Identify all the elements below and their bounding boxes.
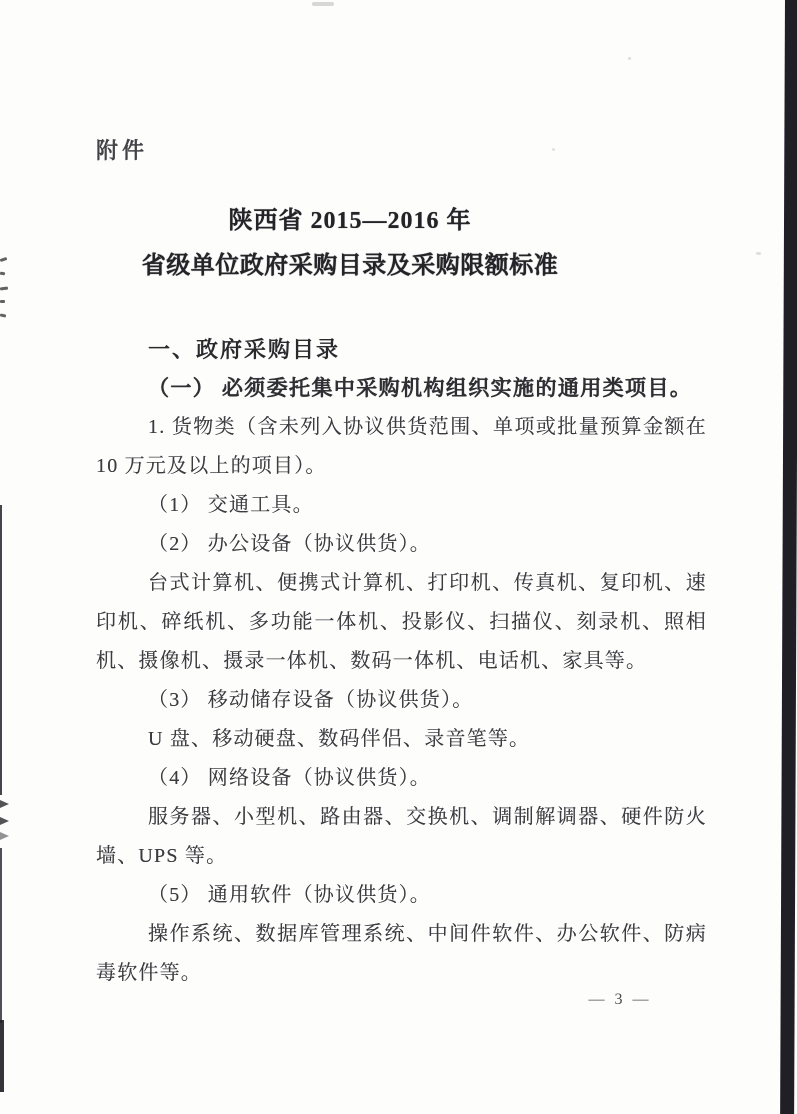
scan-mark-left (0, 272, 5, 276)
paragraph-transport-vehicles: （1） 交通工具。 (148, 494, 314, 516)
scan-speck (628, 57, 631, 60)
scan-edge-line-left-lower (0, 848, 2, 1023)
scan-mark-left (0, 300, 5, 303)
paragraph-general-software-items: 操作系统、数据库管理系统、中间件软件、办公软件、防病毒软件等。 (96, 923, 707, 984)
scan-speck (756, 252, 761, 255)
paragraph-office-equipment-items: 台式计算机、便携式计算机、打印机、传真机、复印机、速印机、碎纸机、多功能一体机、投影仪、扫描仪、刻录机、照相机、摄像机、摄录一体机、数码一体机、电话机、家具等。 (96, 572, 707, 672)
scan-speck (312, 2, 334, 6)
paragraph-mobile-storage: （3） 移动储存设备（协议供货）。 (148, 689, 474, 711)
scan-mark-left-arrow (0, 832, 9, 840)
scan-edge-shadow-right (780, 0, 797, 1114)
scan-mark-left-arrow (0, 800, 9, 808)
scan-edge-line-left (0, 505, 2, 795)
section-subheading-centralized-items: （一） 必须委托集中采购机构组织实施的通用类项目。 (148, 376, 693, 400)
document-body (96, 330, 707, 993)
paragraph-network-equipment: （4） 网络设备（协议供货）。 (148, 767, 431, 789)
paragraph-office-equipment: （2） 办公设备（协议供货）。 (148, 533, 431, 555)
paragraph-mobile-storage-items: U 盘、移动硬盘、数码伴侣、录音笔等。 (148, 728, 531, 750)
scan-mark-left-arrow (0, 817, 9, 825)
scan-speck (552, 148, 555, 151)
paragraph-network-equipment-items: 服务器、小型机、路由器、交换机、调制解调器、硬件防火墙、UPS 等。 (96, 806, 707, 867)
page-number: — 3 — (588, 991, 652, 1008)
scan-mark-left (0, 257, 7, 262)
document-title-line1: 陕西省 2015—2016 年 (228, 208, 472, 234)
section-heading-procurement-catalog: 一、政府采购目录 (148, 337, 341, 362)
scan-edge-line-left-bottom (0, 1020, 4, 1092)
attachment-label: 附件 (96, 138, 149, 163)
scan-mark-left (0, 286, 8, 290)
document-title-line2: 省级单位政府采购目录及采购限额标准 (141, 253, 559, 279)
scan-mark-left (0, 313, 6, 317)
paragraph-general-software: （5） 通用软件（协议供货）。 (148, 884, 431, 906)
document-title (40, 199, 660, 289)
paragraph-goods-class: 1. 货物类（含未列入协议供货范围、单项或批量预算金额在 10 万元及以上的项目）。 (96, 416, 707, 477)
